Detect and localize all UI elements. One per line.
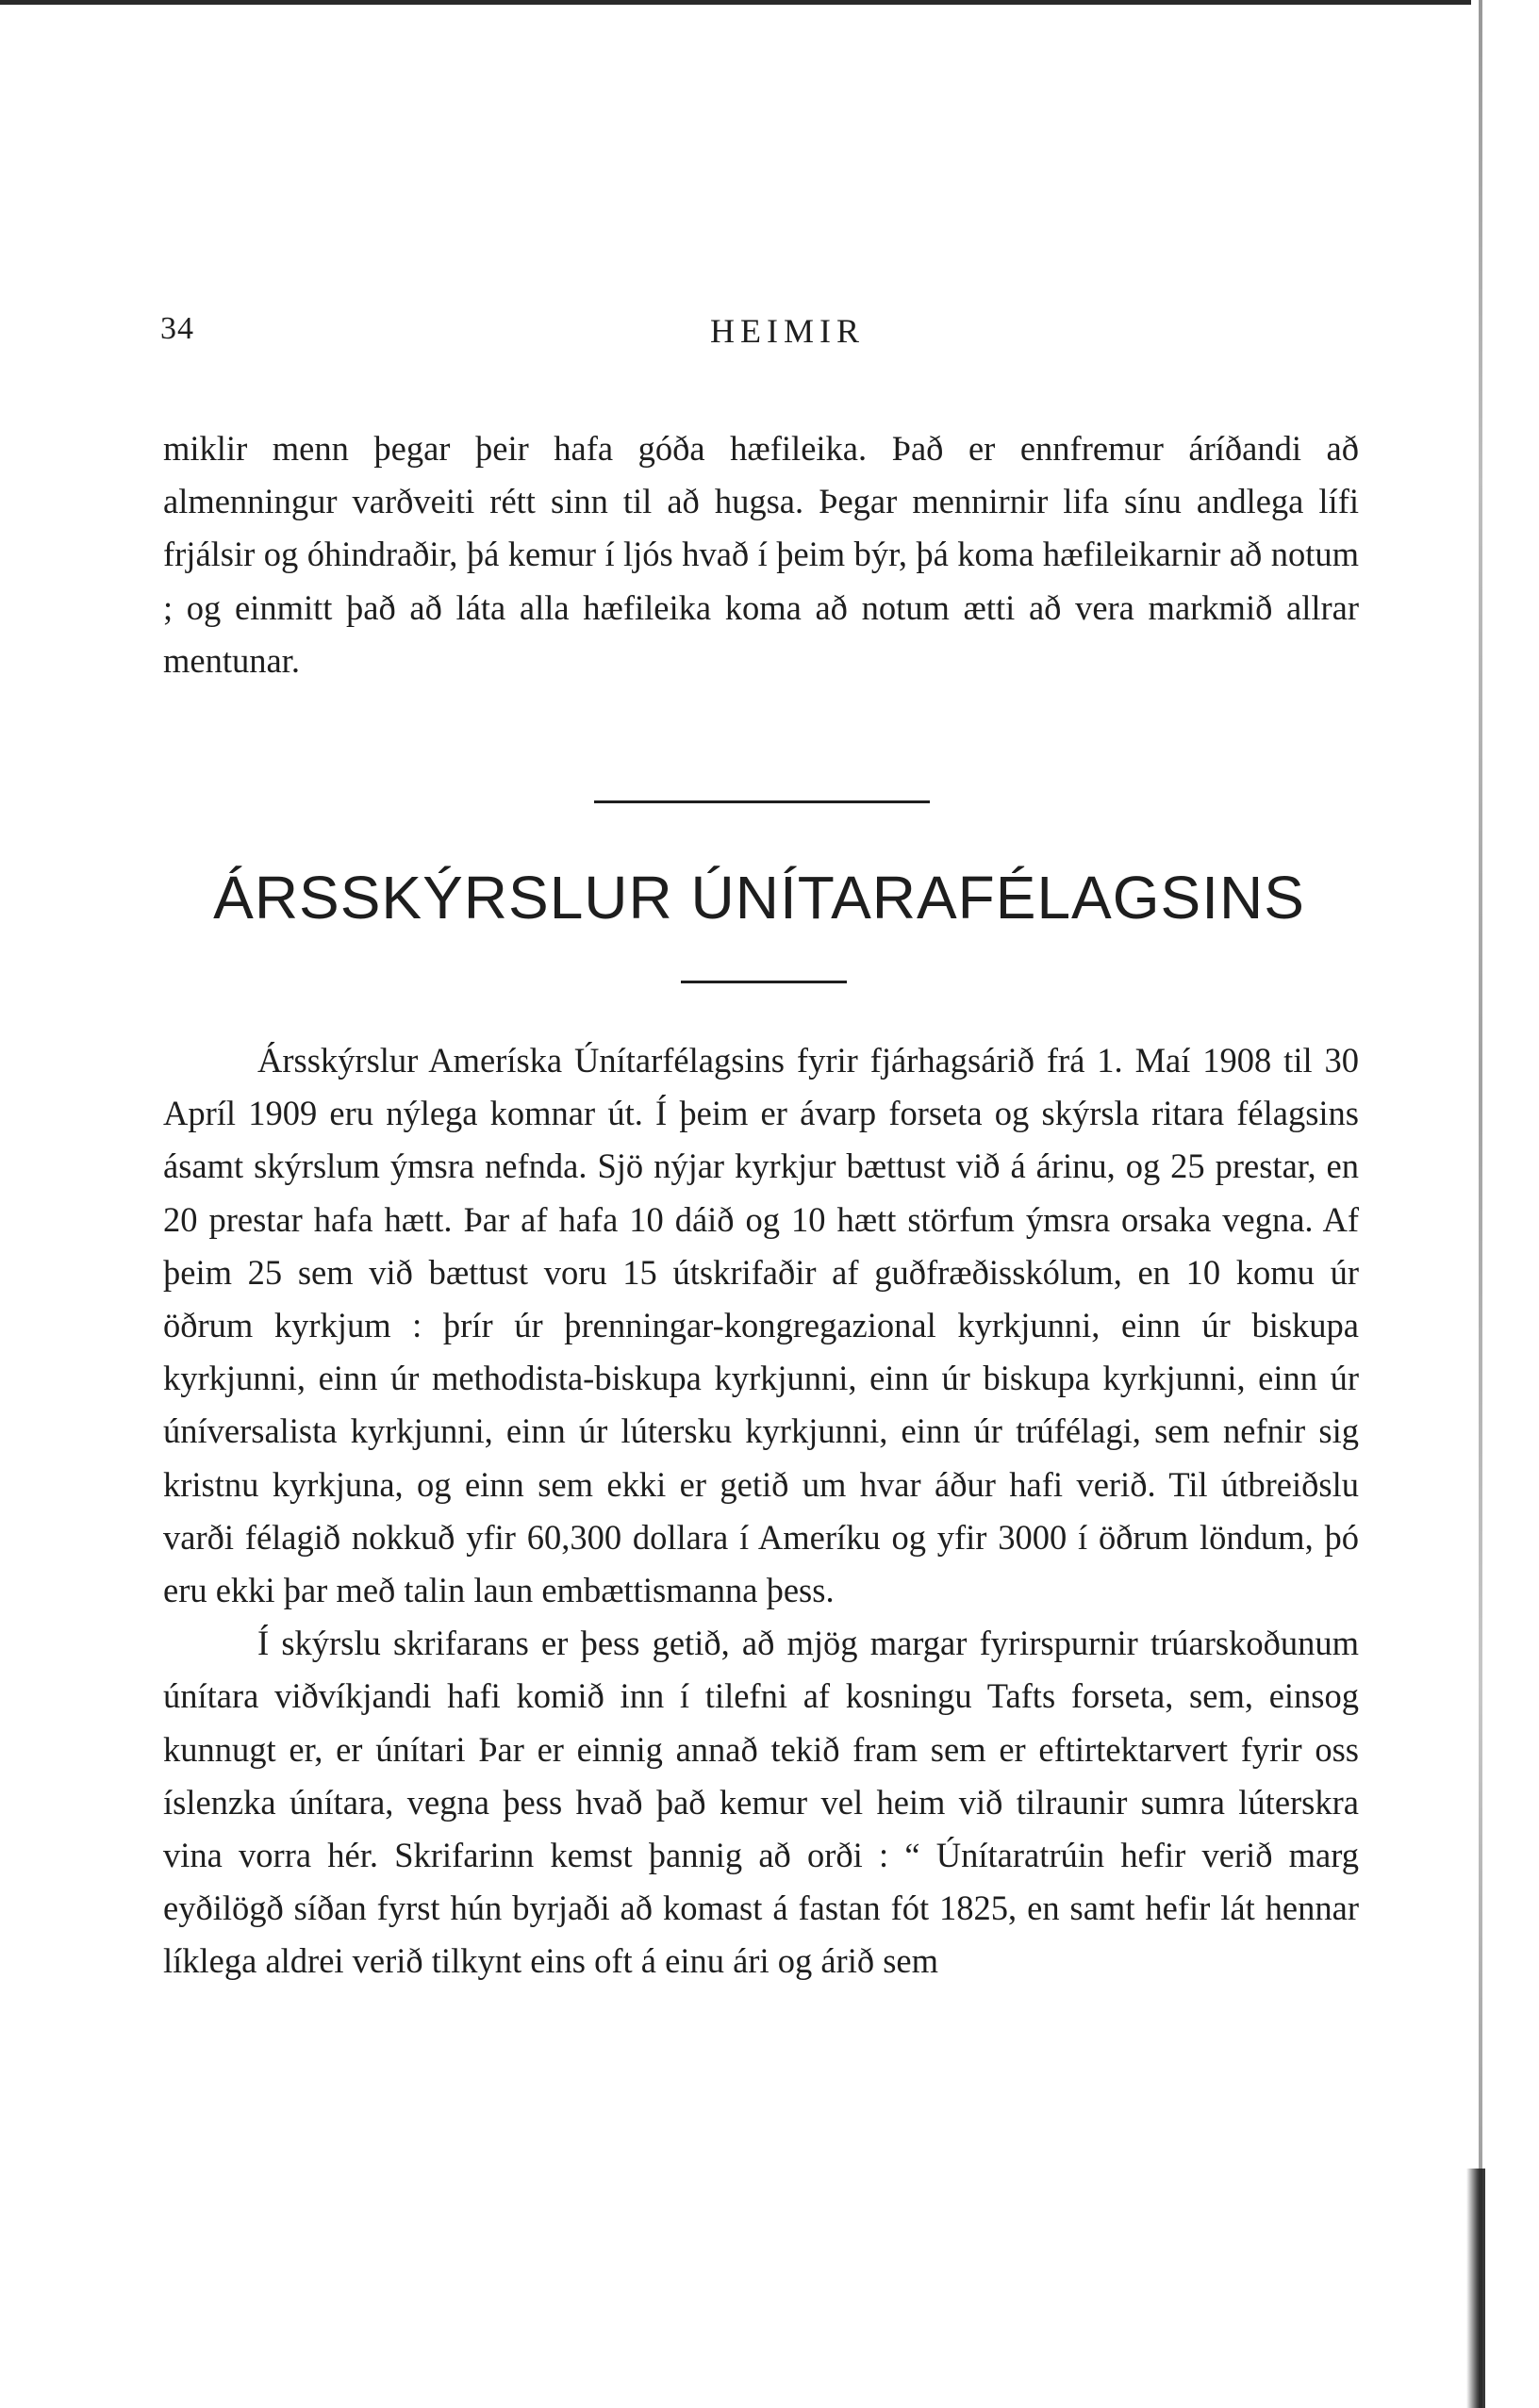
page-number: 34 — [160, 311, 194, 346]
article-paragraph: Ársskýrslur Ameríska Únítarfélagsins fyrir fjárhagsárið frá 1. Maí 1908 til 30 Apríl 1909 eru nýlega komnar út. Í þeim er ávarp forseta og skýrsla ritara félagsins ásamt skýrslum ýmsra nefnda. Sjö nýjar kyrkjur bættust við á árinu, og 25 prestar, en 20 prestar hafa hætt. Þar af hafa 10 dáið og 10 hætt störfum ýmsra orsaka vegna. Af þeim 25 sem við bættust voru 15 útskrifaðir af guðfræðisskólum, en 10 komu úr öðrum kyrkjum : þrír úr þrenningar-kongregazional kyrkjunni, einn úr biskupa kyrkjunni, einn úr methodista-biskupa kyrkjunni, einn úr biskupa kyrkjunni, einn úr úníversalista kyrkjunni, einn úr lútersku kyrkjunni, einn úr trúfélagi, sem nefnir sig kristnu kyrkjuna, og einn sem ekki er getið um hvar áður hafi verið. Til útbreiðslu varði félagið nokkuð yfir 60,300 dollara í Ameríku og yfir 3000 í öðrum löndum, þó eru ekki þar með talin laun embættismanna þess. — [163, 1041, 1359, 1610]
scan-binding-shadow — [1466, 2169, 1485, 2408]
intro-paragraph: miklir menn þegar þeir hafa góða hæfileika. Það er ennfremur áríðandi að almenningur varðveiti rétt sinn til að hugsa. Þegar mennirnir lifa sínu andlega lífi frjálsir og óhindraðir, þá kemur í ljós hvað í þeim býr, þá koma hæfileikarnir að notum ; og einmitt það að láta alla hæfileika koma að notum ætti að vera markmið allrar mentunar. — [163, 429, 1359, 680]
scan-top-border — [0, 0, 1471, 5]
running-head — [160, 311, 1358, 358]
article-paragraph: Í skýrslu skrifarans er þess getið, að mjög margar fyrirspurnir trúarskoðunum únítara viðvíkjandi hafi komið inn í tilefni af kosningu Tafts forseta, sem, einsog kunnugt er, er únítari Þar er einnig annað tekið fram sem er eftirtektarvert fyrir oss íslenzka únítara, vegna þess hvað það kemur vel heim við tilraunir sumra lúterskra vina vorra hér. Skrifarinn kemst þannig að orði : “ Únítaratrúin hefir verið marg eyðilögð síðan fyrst hún byrjaði að komast á fastan fót 1825, en samt hefir lát hennar líklega aldrei verið tilkynt eins oft á einu ári og árið sem — [163, 1624, 1359, 1981]
intro-paragraph-block — [163, 422, 1359, 687]
article-body — [163, 1034, 1359, 1988]
scan-right-edge — [1479, 0, 1482, 2408]
section-divider-top — [594, 800, 930, 803]
journal-name: HEIMIR — [710, 312, 865, 350]
section-divider-bottom — [681, 981, 847, 983]
article-title: ÁRSSKÝRSLUR ÚNÍTARAFÉLAGSINS — [213, 864, 1305, 932]
